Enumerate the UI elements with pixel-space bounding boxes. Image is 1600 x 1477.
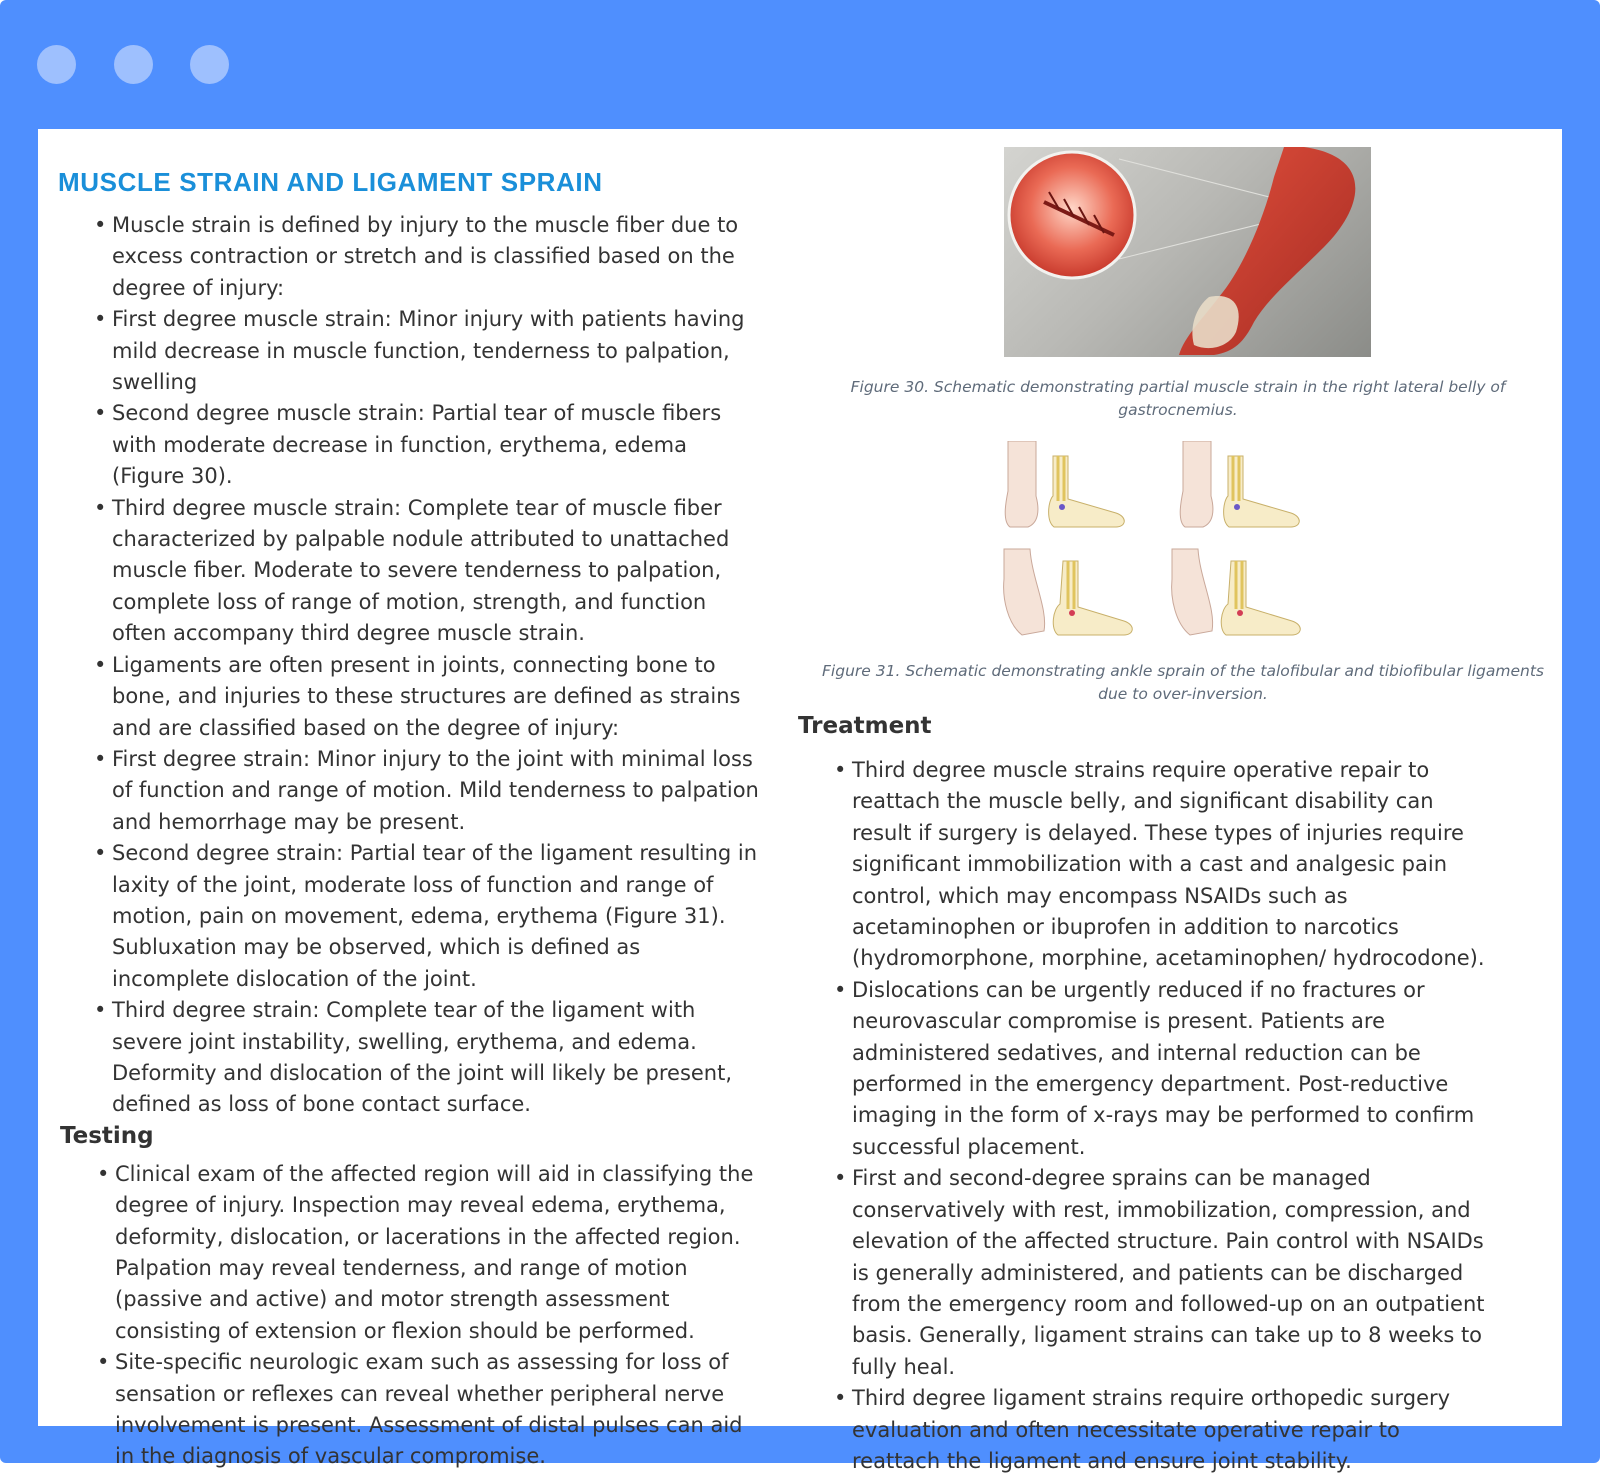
list-item: • Dislocations can be urgently reduced if no fractures or neurovascular compromise is present. Patients are administered sedatives, and internal reduction can be performed in the emergency department. Post-reductive imaging in the form of x-rays may be performed to confirm successful placement. [834,975,1494,1163]
list-item: • Muscle strain is defined by injury to the muscle fiber due to excess contraction or stretch and is classified based on the degree of injury: [94,210,764,304]
muscle-strain-illustration [1004,147,1371,357]
list-item: • Third degree ligament strains require orthopedic surgery evaluation and often necessitate operative repair to reattach the ligament and ensure joint stability. [834,1383,1494,1477]
testing-list [97,1159,757,1473]
list-item: • First and second-degree sprains can be managed conservatively with rest, immobilization, compression, and elevation of the affected structure. Pain control with NSAIDs is generally administered, and patients can be discharged from the emergency room and followed-up on an outpatient basis. Generally, ligament strains can take up to 8 weeks to fully heal. [834,1163,1494,1383]
figure-31-caption: Figure 31. Schematic demonstrating ankle sprain of the talofibular and tibiofibular ligaments due to over-inversion. [822,662,1544,703]
document-page [38,129,1562,1473]
list-item: • Site-specific neurologic exam such as assessing for loss of sensation or reflexes can reveal whether peripheral nerve involvement is present. Assessment of distal pulses can aid in the diagnosis of vascular compromise. [97,1347,757,1473]
testing-heading: Testing [60,1122,154,1149]
list-item: • Third degree muscle strain: Complete tear of muscle fiber characterized by palpable nodule attributed to unattached muscle fiber. Moderate to severe tenderness to palpation, complete loss of range of motion, strength, and function often accompany third degree muscle strain. [94,493,764,650]
list-item: • First degree strain: Minor injury to the joint with minimal loss of function and range of motion. Mild tenderness to palpation and hemorrhage may be present. [94,744,764,838]
treatment-list [834,755,1494,1477]
list-item: • Third degree muscle strains require operative repair to reattach the muscle belly, and significant disability can result if surgery is delayed. These types of injuries require significant immobilization with a cast and analgesic pain control, which may encompass NSAIDs such as acetaminophen or ibuprofen in addition to narcotics (hydromorphone, morphine, acetaminophen/ hydrocodone). [834,755,1494,975]
list-item: • Second degree strain: Partial tear of the ligament resulting in laxity of the joint, moderate loss of function and range of motion, pain on movement, edema, erythema (Figure 31). Subluxation may be observed, which is defined as incomplete dislocation of the joint. [94,838,764,995]
intro-list [94,210,764,1121]
list-item: • Second degree muscle strain: Partial tear of muscle fibers with moderate decrease in function, erythema, edema (Figure 30). [94,398,764,492]
window-dot-1[interactable] [37,45,76,84]
window-dot-3[interactable] [190,45,229,84]
figure-30-caption: Figure 30. Schematic demonstrating partial muscle strain in the right lateral belly of gastrocnemius. [850,378,1506,419]
treatment-heading: Treatment [798,713,932,739]
list-item: • Clinical exam of the affected region will aid in classifying the degree of injury. Inspection may reveal edema, erythema, deformity, dislocation, or lacerations in the affected region. Palpation may reveal tenderness, and range of motion (passive and active) and motor strength assessment consisting of extension or flexion should be performed. [97,1159,757,1347]
window-dot-2[interactable] [114,45,153,84]
page-title: MUSCLE STRAIN AND LIGAMENT SPRAIN [58,167,603,197]
left-column [58,167,778,1473]
ankle-sprain-illustration [998,441,1334,637]
list-item: • Ligaments are often present in joints, connecting bone to bone, and injuries to these structures are defined as strains and are classified based on the degree of injury: [94,650,764,744]
foot-panel-1 [1005,441,1124,527]
list-item: • Third degree strain: Complete tear of the ligament with severe joint instability, swelling, erythema, and edema. Deformity and dislocation of the joint will likely be present, defined as loss of bone contact surface. [94,995,764,1121]
list-item: • First degree muscle strain: Minor injury with patients having mild decrease in muscle function, tenderness to palpation, swelling [94,304,764,398]
